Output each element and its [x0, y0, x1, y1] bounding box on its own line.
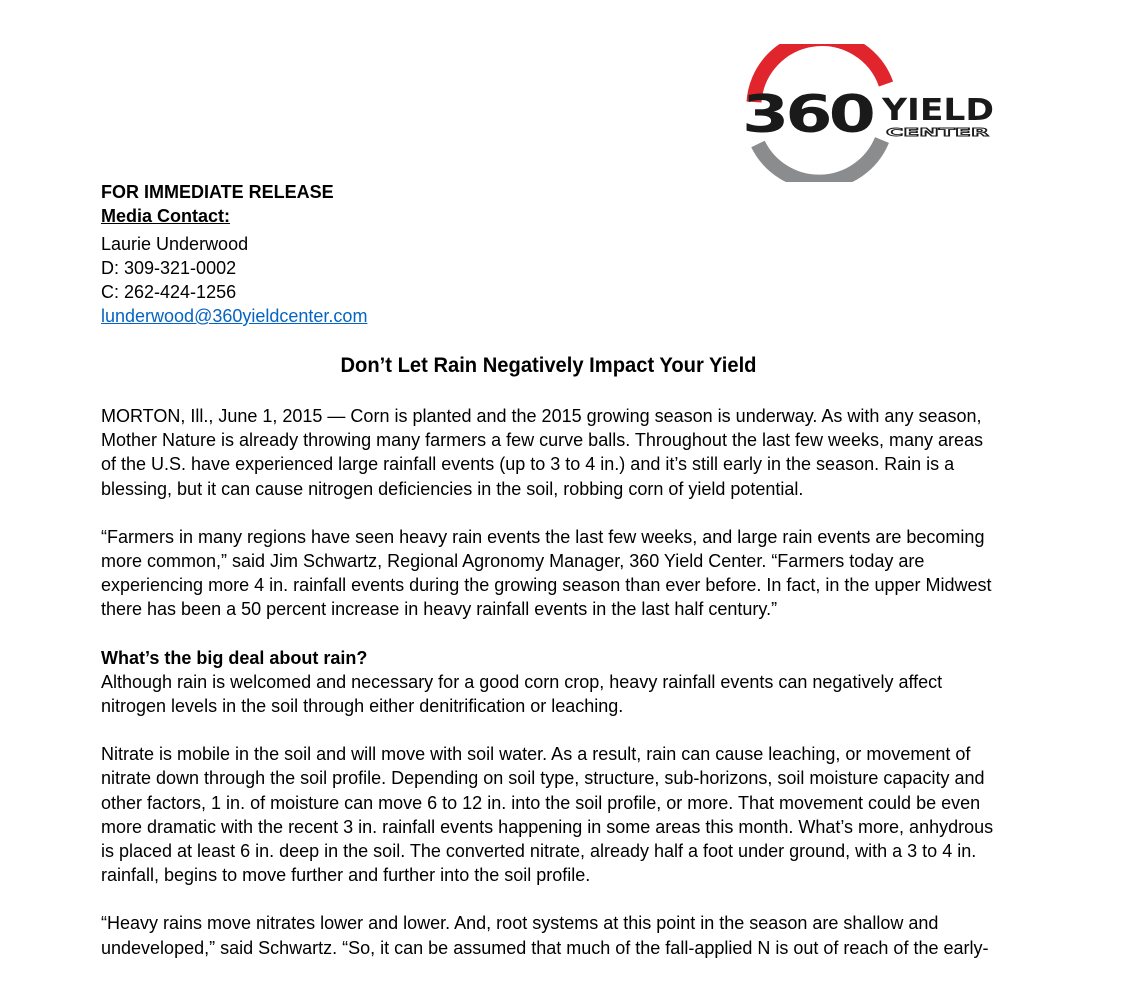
- paragraph-quote-schwartz: “Farmers in many regions have seen heavy rain events the last few weeks, and large rain events are becoming more common,” said Jim Schwartz, Regional Agronomy Manager, 360 Yield Center. “Farmers today are experiencing more 4 in. rainfall events during the growing season than ever before. In fact, in the upper Midwest there has been a 50 percent increase in heavy rainfall events in the last half century.”: [101, 526, 992, 620]
- contact-email-link[interactable]: lunderwood@360yieldcenter.com: [101, 306, 368, 326]
- release-label: FOR IMMEDIATE RELEASE: [101, 182, 334, 202]
- press-release-headline: Don’t Let Rain Negatively Impact Your Yield: [340, 354, 757, 377]
- paragraph-heavy-rains-quote: “Heavy rains move nitrates lower and lower. And, root systems at this point in the season are shallow and undeveloped,” said Schwartz. “So, it can be assumed that much of the fall-applied N is out of reach of the early-: [101, 913, 989, 958]
- contact-name: Laurie Underwood: [101, 234, 249, 254]
- paragraph-rain-effects: Although rain is welcomed and necessary for a good corn crop, heavy rainfall events can negatively affect nitrogen levels in the soil through either denitrification or leaching.: [101, 671, 943, 717]
- logo-number: 360: [742, 85, 874, 145]
- contact-direct-phone: D: 309-321-0002: [101, 258, 237, 278]
- article-body: [101, 404, 1001, 984]
- logo-word-center: CENTER: [886, 126, 991, 139]
- contact-cell-phone: C: 262-424-1256: [101, 282, 237, 302]
- contact-block: [101, 180, 367, 328]
- logo-word-yield: YIELD: [880, 93, 994, 128]
- paragraph-intro: MORTON, Ill., June 1, 2015 — Corn is planted and the 2015 growing season is underway. As with any season, Mother Nature is already throwing many farmers a few curve balls. Throughout the last few weeks, many areas of the U.S. have experienced large rainfall events (up to 3 to 4 in.) and it’s still early in the season. Rain is a blessing, but it can cause nitrogen deficiencies in the soil, robbing corn of yield potential.: [101, 406, 984, 499]
- section-subheading: What’s the big deal about rain?: [101, 647, 368, 668]
- company-logo: [736, 44, 998, 182]
- media-contact-label: Media Contact:: [101, 206, 231, 226]
- paragraph-nitrate-leaching: Nitrate is mobile in the soil and will move with soil water. As a result, rain can cause leaching, or movement of nitrate down through the soil profile. Depending on soil type, structure, sub-horizons, soil moisture capacity and other factors, 1 in. of moisture can move 6 to 12 in. into the soil profile, or more. That movement could be even more dramatic with the recent 3 in. rainfall events happening in some areas this month. What’s more, anhydrous is placed at least 6 in. deep in the soil. The converted nitrate, already half a foot under ground, with a 3 to 4 in. rainfall, begins to move further and further into the soil profile.: [101, 744, 994, 886]
